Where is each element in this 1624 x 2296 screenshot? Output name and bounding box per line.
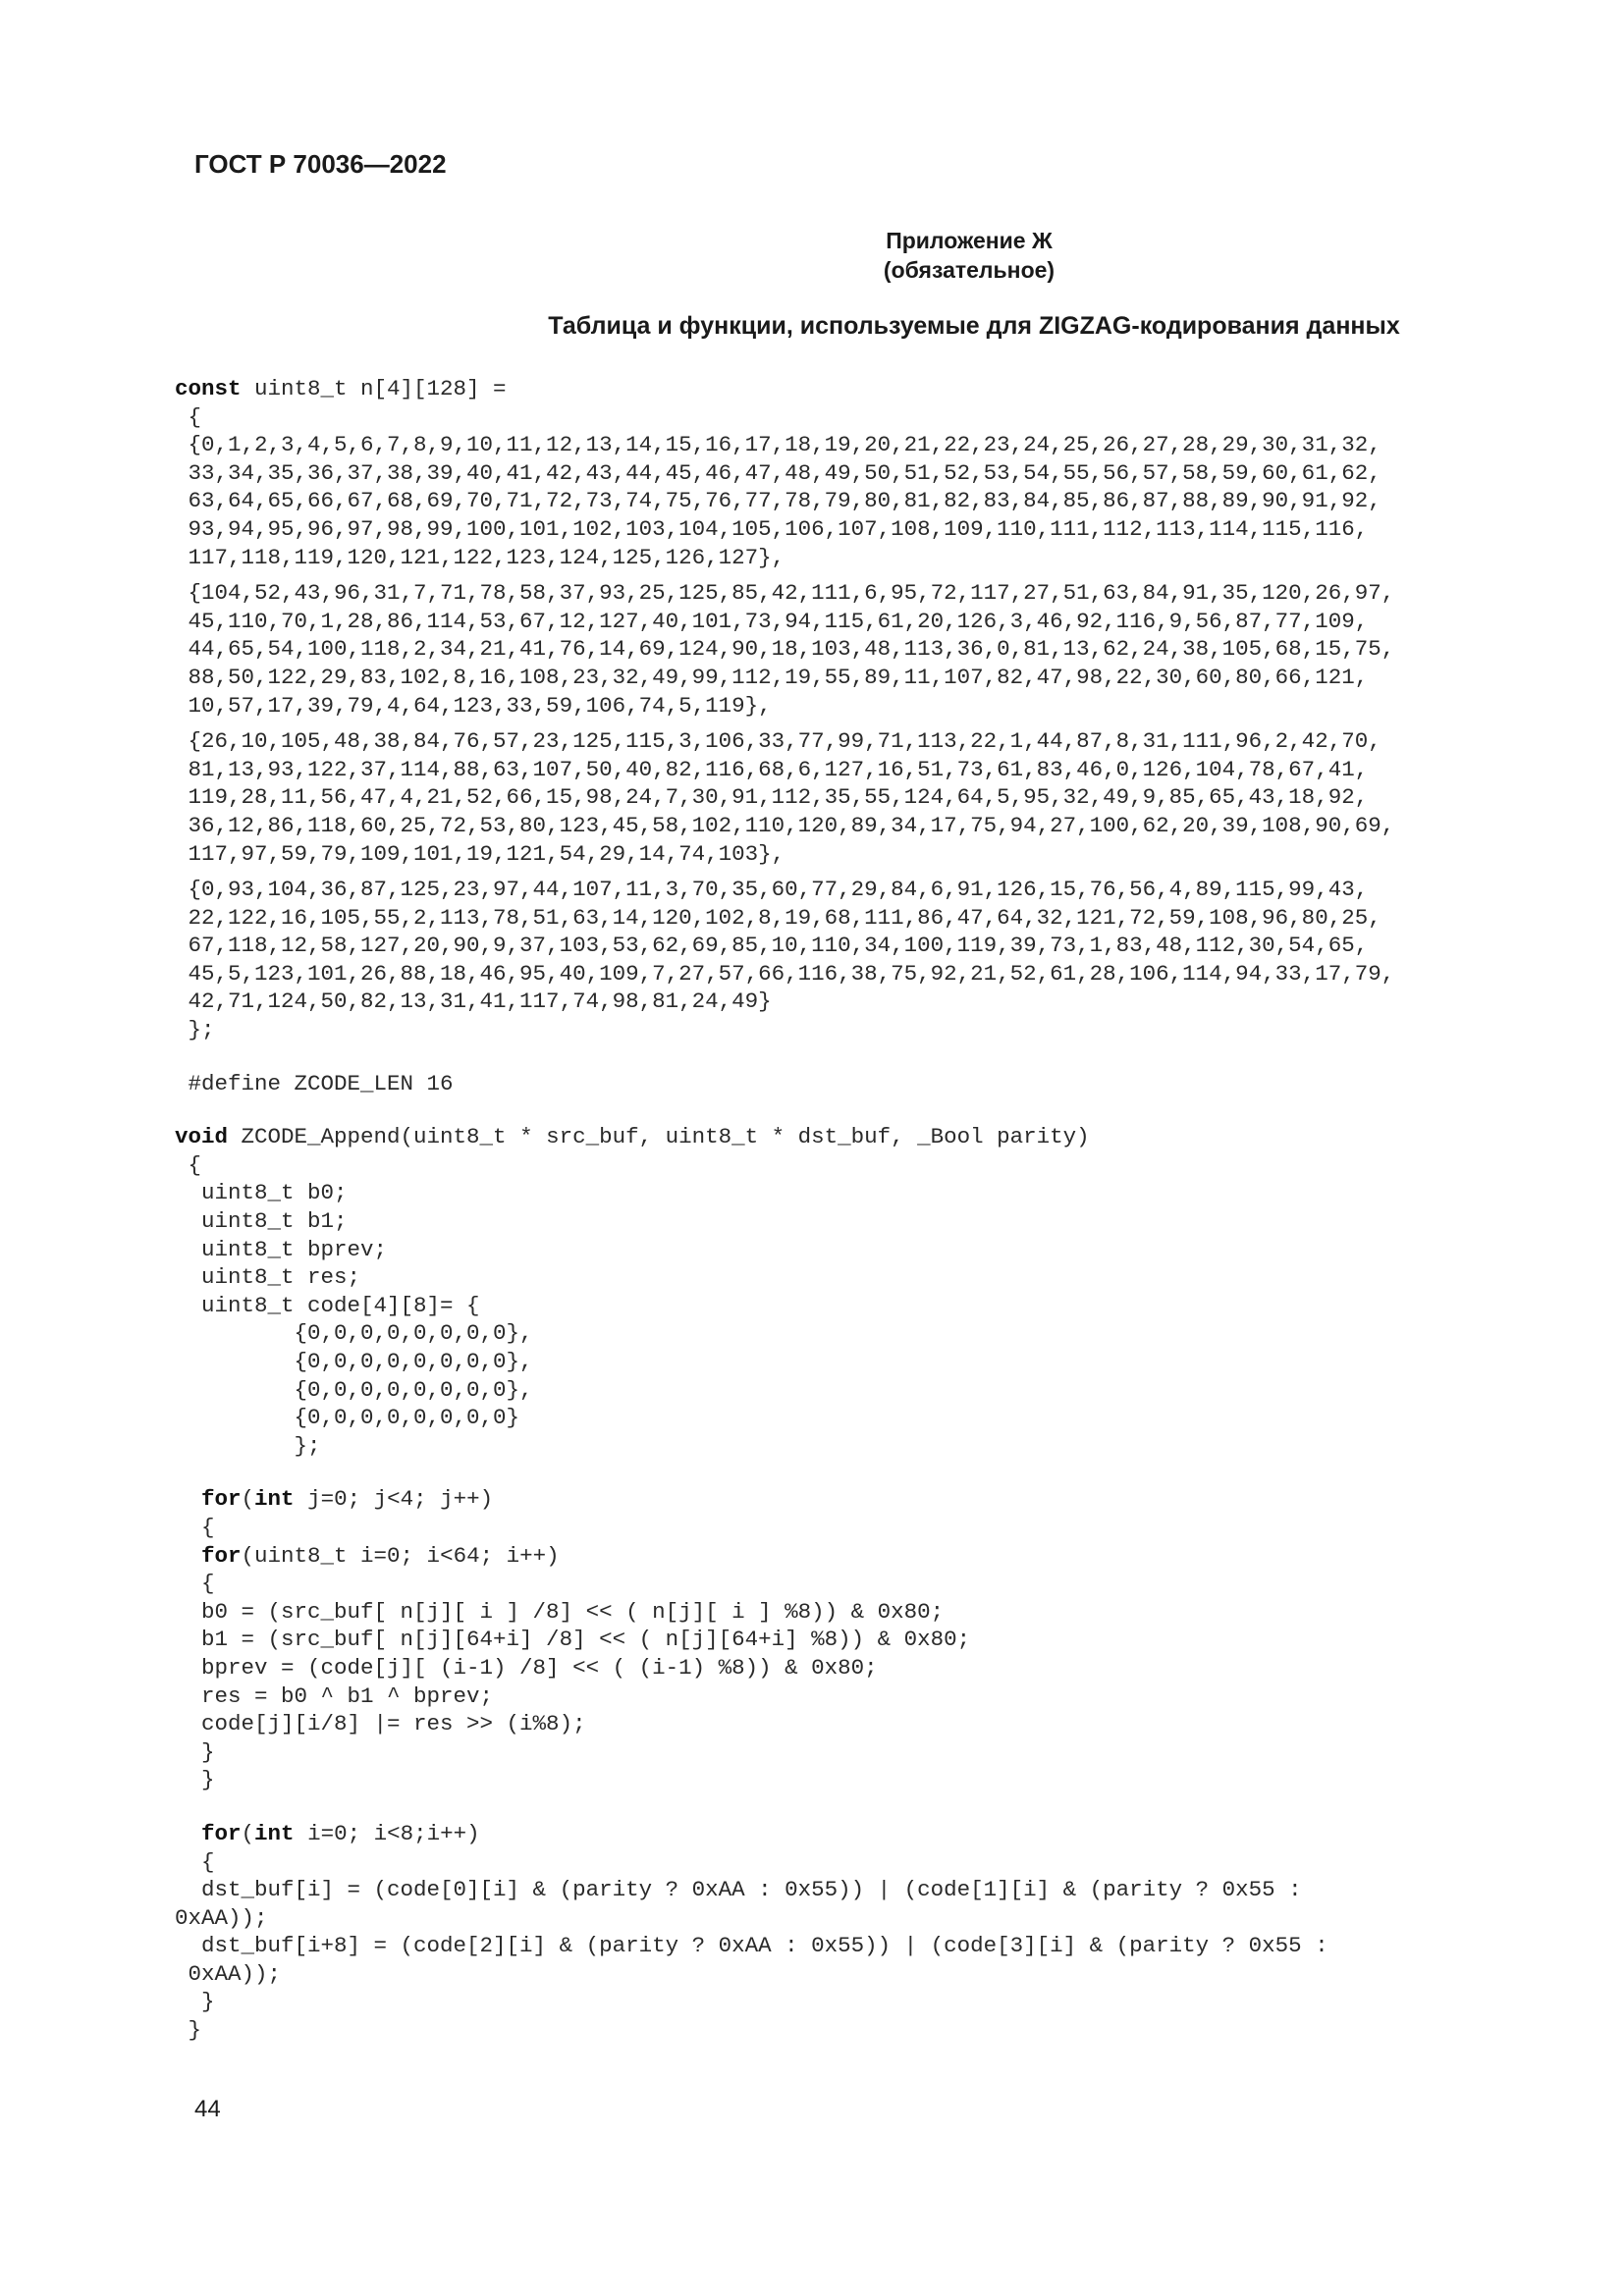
for-loop-i bbox=[175, 1542, 1549, 1571]
function-signature bbox=[175, 1123, 1549, 1151]
code-line: uint8_t b0; bbox=[175, 1180, 348, 1206]
code-line: {0,0,0,0,0,0,0,0}, bbox=[175, 1376, 533, 1403]
code-line: uint8_t bprev; bbox=[175, 1236, 388, 1262]
code-line: } bbox=[175, 1989, 215, 2015]
table-row-1-line: 44,65,54,100,118,2,34,21,41,76,14,69,124,90,18,103,48,113,36,0,81,13,62,24,38,105,68,15,75, bbox=[175, 636, 1395, 663]
indent bbox=[175, 1543, 201, 1569]
code-line: dst_buf[i] = (code[0][i] & (parity ? 0xAA : 0x55)) | (code[1][i] & (parity ? 0x55 : bbox=[175, 1877, 1302, 1903]
code-line: { bbox=[175, 1848, 215, 1875]
paren: ( bbox=[241, 1486, 255, 1513]
code-line: dst_buf[i+8] = (code[2][i] & (parity ? 0xAA : 0x55)) | (code[3][i] & (parity ? 0x55 : bbox=[175, 1933, 1328, 1959]
keyword-int: int bbox=[254, 1486, 295, 1513]
code-line: {0,0,0,0,0,0,0,0} bbox=[175, 1405, 520, 1431]
code-line-decl bbox=[175, 375, 1549, 403]
table-row-0-line: 117,118,119,120,121,122,123,124,125,126,127}, bbox=[175, 544, 785, 570]
table-row-0-line: {0,1,2,3,4,5,6,7,8,9,10,11,12,13,14,15,16,17,18,19,20,21,22,23,24,25,26,27,28,29,30,31,32, bbox=[175, 432, 1381, 458]
code-line: } bbox=[175, 1738, 215, 1765]
table-row-3-line: 67,118,12,58,127,20,90,9,37,103,53,62,69,85,10,110,34,100,119,39,73,1,83,48,112,30,54,65, bbox=[175, 933, 1369, 959]
keyword-for: for bbox=[201, 1820, 242, 1846]
define-line: #define ZCODE_LEN 16 bbox=[175, 1070, 454, 1096]
for-loop-j-text: j=0; j<4; j++) bbox=[294, 1486, 494, 1513]
code-line: }; bbox=[175, 1017, 215, 1043]
keyword-void: void bbox=[175, 1124, 229, 1150]
code-line: { bbox=[175, 1571, 215, 1597]
code-line: {0,0,0,0,0,0,0,0}, bbox=[175, 1320, 533, 1347]
table-row-1-line: 88,50,122,29,83,102,8,16,108,23,32,49,99,112,19,55,89,11,107,82,47,98,22,30,60,80,66,121, bbox=[175, 664, 1369, 690]
code-line: }; bbox=[175, 1432, 321, 1459]
code-line: bprev = (code[j][ (i-1) /8] << ( (i-1) %8)) & 0x80; bbox=[175, 1654, 878, 1681]
table-row-0-line: 33,34,35,36,37,38,39,40,41,42,43,44,45,46,47,48,49,50,51,52,53,54,55,56,57,58,59,60,61,62, bbox=[175, 459, 1381, 486]
for-loop-i-text: (uint8_t i=0; i<64; i++) bbox=[241, 1542, 560, 1569]
appendix-title: Таблица и функции, используемые для ZIGZAG-кодирования данных bbox=[548, 312, 1400, 340]
keyword-int: int bbox=[254, 1820, 295, 1846]
code-line: {0,0,0,0,0,0,0,0}, bbox=[175, 1349, 533, 1374]
table-row-2-line: 81,13,93,122,37,114,88,63,107,50,40,82,116,68,6,127,16,51,73,61,83,46,0,126,104,78,67,41, bbox=[175, 756, 1369, 782]
code-line: uint8_t code[4][8]= { bbox=[175, 1292, 480, 1318]
code-line: res = b0 ^ b1 ^ bprev; bbox=[175, 1682, 494, 1709]
appendix-status: (обязательное) bbox=[883, 257, 1056, 283]
keyword-for: for bbox=[201, 1486, 242, 1513]
table-row-3-line: 45,5,123,101,26,88,18,46,95,40,109,7,27,57,66,116,38,75,92,21,52,61,28,106,114,94,33,17,79, bbox=[175, 960, 1395, 987]
indent bbox=[175, 1486, 201, 1512]
appendix-label: Приложение Ж bbox=[886, 228, 1053, 253]
code-line: uint8_t res; bbox=[175, 1264, 361, 1291]
table-row-3-line: 22,122,16,105,55,2,113,78,51,63,14,120,102,8,19,68,111,86,47,64,32,121,72,59,108,96,80,25, bbox=[175, 904, 1381, 931]
code-line: { bbox=[175, 1151, 202, 1178]
function-signature-text: ZCODE_Append(uint8_t * src_buf, uint8_t * dst_buf, _Bool parity) bbox=[228, 1124, 1090, 1150]
document-code: ГОСТ Р 70036—2022 bbox=[194, 149, 447, 179]
code-line: b0 = (src_buf[ n[j][ i ] /8] << ( n[j][ i ] %8)) & 0x80; bbox=[175, 1598, 945, 1625]
table-row-2-line: 117,97,59,79,109,101,19,121,54,29,14,74,103}, bbox=[175, 840, 785, 867]
code-line: { bbox=[175, 403, 202, 430]
table-row-1-line: {104,52,43,96,31,7,71,78,58,37,93,25,125,85,42,111,6,95,72,117,27,51,63,84,91,35,120,26,97, bbox=[175, 580, 1395, 607]
indent bbox=[175, 1821, 201, 1846]
table-row-2-line: 36,12,86,118,60,25,72,53,80,123,45,58,102,110,120,89,34,17,75,94,27,100,62,20,39,108,90,69, bbox=[175, 812, 1395, 838]
code-line: uint8_t b1; bbox=[175, 1208, 348, 1235]
code-line: b1 = (src_buf[ n[j][64+i] /8] << ( n[j][64+i] %8)) & 0x80; bbox=[175, 1627, 971, 1653]
page-number: 44 bbox=[194, 2096, 221, 2122]
table-row-1-line: 45,110,70,1,28,86,114,53,67,12,127,40,101,73,94,115,61,20,126,3,46,92,116,9,56,87,77,109, bbox=[175, 608, 1369, 634]
code-line: 0xAA)); bbox=[175, 1960, 282, 1987]
code-listing bbox=[175, 375, 1549, 2045]
table-row-0-line: 63,64,65,66,67,68,69,70,71,72,73,74,75,76,77,78,79,80,81,82,83,84,85,86,87,88,89,90,91,92, bbox=[175, 488, 1381, 514]
code-line: } bbox=[175, 2017, 202, 2044]
keyword-for: for bbox=[201, 1542, 242, 1569]
code-line: 0xAA)); bbox=[175, 1904, 268, 1931]
for-loop-i-dst bbox=[175, 1820, 1549, 1848]
table-row-2-line: 119,28,11,56,47,4,21,52,66,15,98,24,7,30,91,112,35,55,124,64,5,95,32,49,9,85,65,43,18,92, bbox=[175, 784, 1369, 811]
table-row-3-line: 42,71,124,50,82,13,31,41,117,74,98,81,24,49} bbox=[175, 988, 772, 1015]
paren: ( bbox=[241, 1820, 255, 1846]
table-row-1-line: 10,57,17,39,79,4,64,123,33,59,106,74,5,119}, bbox=[175, 692, 772, 719]
code-line: code[j][i/8] |= res >> (i%8); bbox=[175, 1711, 586, 1737]
for-loop-i-dst-text: i=0; i<8;i++) bbox=[294, 1820, 480, 1846]
appendix-heading bbox=[0, 226, 1624, 285]
code-line: } bbox=[175, 1767, 215, 1793]
decl-text: uint8_t n[4][128] = bbox=[241, 376, 507, 401]
table-row-2-line: {26,10,105,48,38,84,76,57,23,125,115,3,106,33,77,99,71,113,22,1,44,87,8,31,111,96,2,42,70, bbox=[175, 728, 1381, 755]
code-line: { bbox=[175, 1514, 215, 1540]
table-row-3-line: {0,93,104,36,87,125,23,97,44,107,11,3,70,35,60,77,29,84,6,91,126,15,76,56,4,89,115,99,43, bbox=[175, 877, 1369, 903]
for-loop-j bbox=[175, 1485, 1549, 1514]
table-row-0-line: 93,94,95,96,97,98,99,100,101,102,103,104,105,106,107,108,109,110,111,112,113,114,115,116, bbox=[175, 515, 1369, 542]
keyword-const: const bbox=[175, 376, 242, 401]
